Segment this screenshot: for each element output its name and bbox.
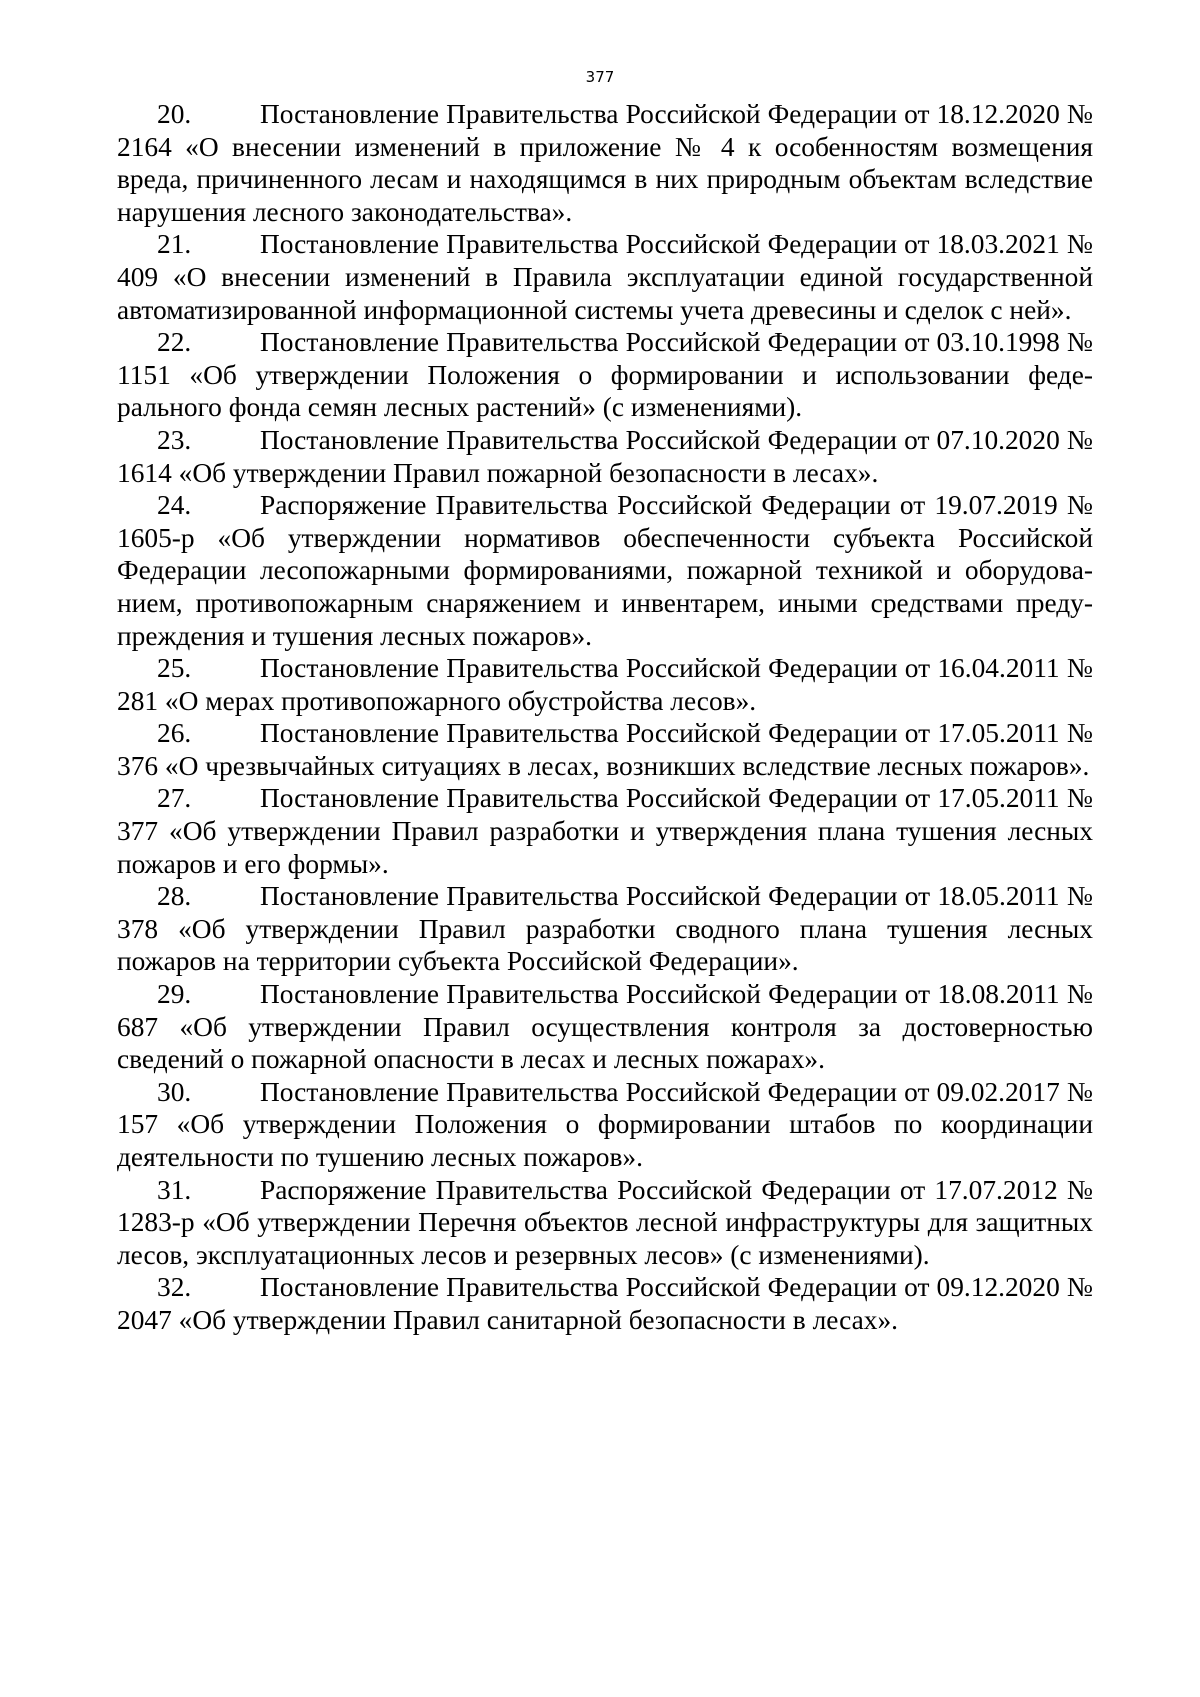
item-number: 31. bbox=[157, 1174, 192, 1205]
item-text: Постановление Правительства Российской Федерации от 07.10.2020 № 1614 «Об утверждении Правил пожарной безопасности в лесах». bbox=[117, 424, 1093, 488]
item-text: Постановление Правительства Российской Федерации от 18.05.2011 № 378 «Об утверждении Правил разработки сводного плана тушения лесных пожаров на территории субъекта Российской Федерации». bbox=[117, 881, 1093, 977]
item-number: 28. bbox=[157, 881, 192, 912]
list-item bbox=[117, 1076, 1093, 1174]
list-item bbox=[117, 424, 1093, 489]
list-item bbox=[117, 782, 1093, 880]
item-text: Распоряжение Правительства Российской Федерации от 19.07.2019 № 1605-р «Об утверждении нормативов обеспеченности субъекта Российской Федерации лесопожарными формированиями, пожарной техникой и оборудованием, противопожарным снаряжением и инвентарем, иными средствами предупреждения и тушения лесных пожаров». bbox=[117, 490, 1093, 651]
list-item bbox=[117, 880, 1093, 978]
list-item bbox=[117, 978, 1093, 1076]
list-item bbox=[117, 652, 1093, 717]
item-number: 20. bbox=[157, 99, 192, 129]
item-number: 30. bbox=[157, 1076, 192, 1107]
item-text: Постановление Правительства Российской Федерации от 18.08.2011 № 687 «Об утверждении Правил осуществления контроля за достоверностью сведений о пожарной опасности в лесах и лесных пожарах». bbox=[117, 979, 1093, 1075]
list-item bbox=[117, 98, 1093, 228]
item-text: Постановление Правительства Российской Федерации от 09.02.2017 № 157 «Об утверждении Положения о формировании штабов по координации деятельности по тушению лесных пожаров». bbox=[117, 1076, 1093, 1172]
item-text: Постановление Правительства Российской Федерации от 09.12.2020 № 2047 «Об утверждении Правил санитарной безопасности в лесах». bbox=[117, 1272, 1093, 1335]
item-number: 21. bbox=[157, 229, 192, 260]
item-number: 26. bbox=[157, 718, 192, 749]
item-number: 22. bbox=[157, 327, 192, 358]
legal-acts-list bbox=[117, 98, 1093, 1337]
item-text: Постановление Правительства Российской Федерации от 18.03.2021 № 409 «О внесении изменений в Правила эксплуатации единой государственной автоматизированной информационной системы учета древесины и сделок с ней». bbox=[117, 229, 1093, 325]
item-number: 32. bbox=[157, 1272, 192, 1303]
list-item bbox=[117, 717, 1093, 782]
item-text: Постановление Правительства Российской Федерации от 16.04.2011 № 281 «О мерах противопожарного обустройства лесов». bbox=[117, 653, 1093, 716]
item-number: 23. bbox=[157, 424, 192, 455]
item-text: Постановление Правительства Российской Федерации от 18.12.2020 № 2164 «О внесении изменений в приложение № 4 к особенностям возмещения вреда, причиненного лесам и находящимся в них природным объектам вследствие нарушения лесного законодательства». bbox=[117, 99, 1093, 227]
list-item bbox=[117, 1271, 1093, 1336]
item-text: Постановление Правительства Российской Федерации от 17.05.2011 № 376 «О чрезвычайных ситуациях в лесах, возникших вследствие лесных пожаров». bbox=[117, 718, 1093, 781]
list-item bbox=[117, 326, 1093, 424]
list-item bbox=[117, 489, 1093, 652]
list-item bbox=[117, 1174, 1093, 1272]
page-number: 377 bbox=[585, 68, 615, 86]
item-number: 29. bbox=[157, 979, 192, 1010]
item-text: Постановление Правительства Российской Федерации от 03.10.1998 № 1151 «Об утверждении Положения о формировании и использовании федерального фонда семян лесных растений» (с изменениями). bbox=[117, 327, 1093, 423]
item-text: Распоряжение Правительства Российской Федерации от 17.07.2012 № 1283-р «Об утверждении Перечня объектов лесной инфраструктуры для защитных лесов, эксплуатационных лесов и резервных лесов» (с изменениями). bbox=[117, 1174, 1093, 1270]
item-number: 27. bbox=[157, 783, 192, 814]
list-item bbox=[117, 228, 1093, 326]
item-number: 24. bbox=[157, 490, 192, 521]
item-text: Постановление Правительства Российской Федерации от 17.05.2011 № 377 «Об утверждении Правил разработки и утверждения плана тушения лесных пожаров и его формы». bbox=[117, 783, 1093, 879]
item-number: 25. bbox=[157, 653, 192, 684]
